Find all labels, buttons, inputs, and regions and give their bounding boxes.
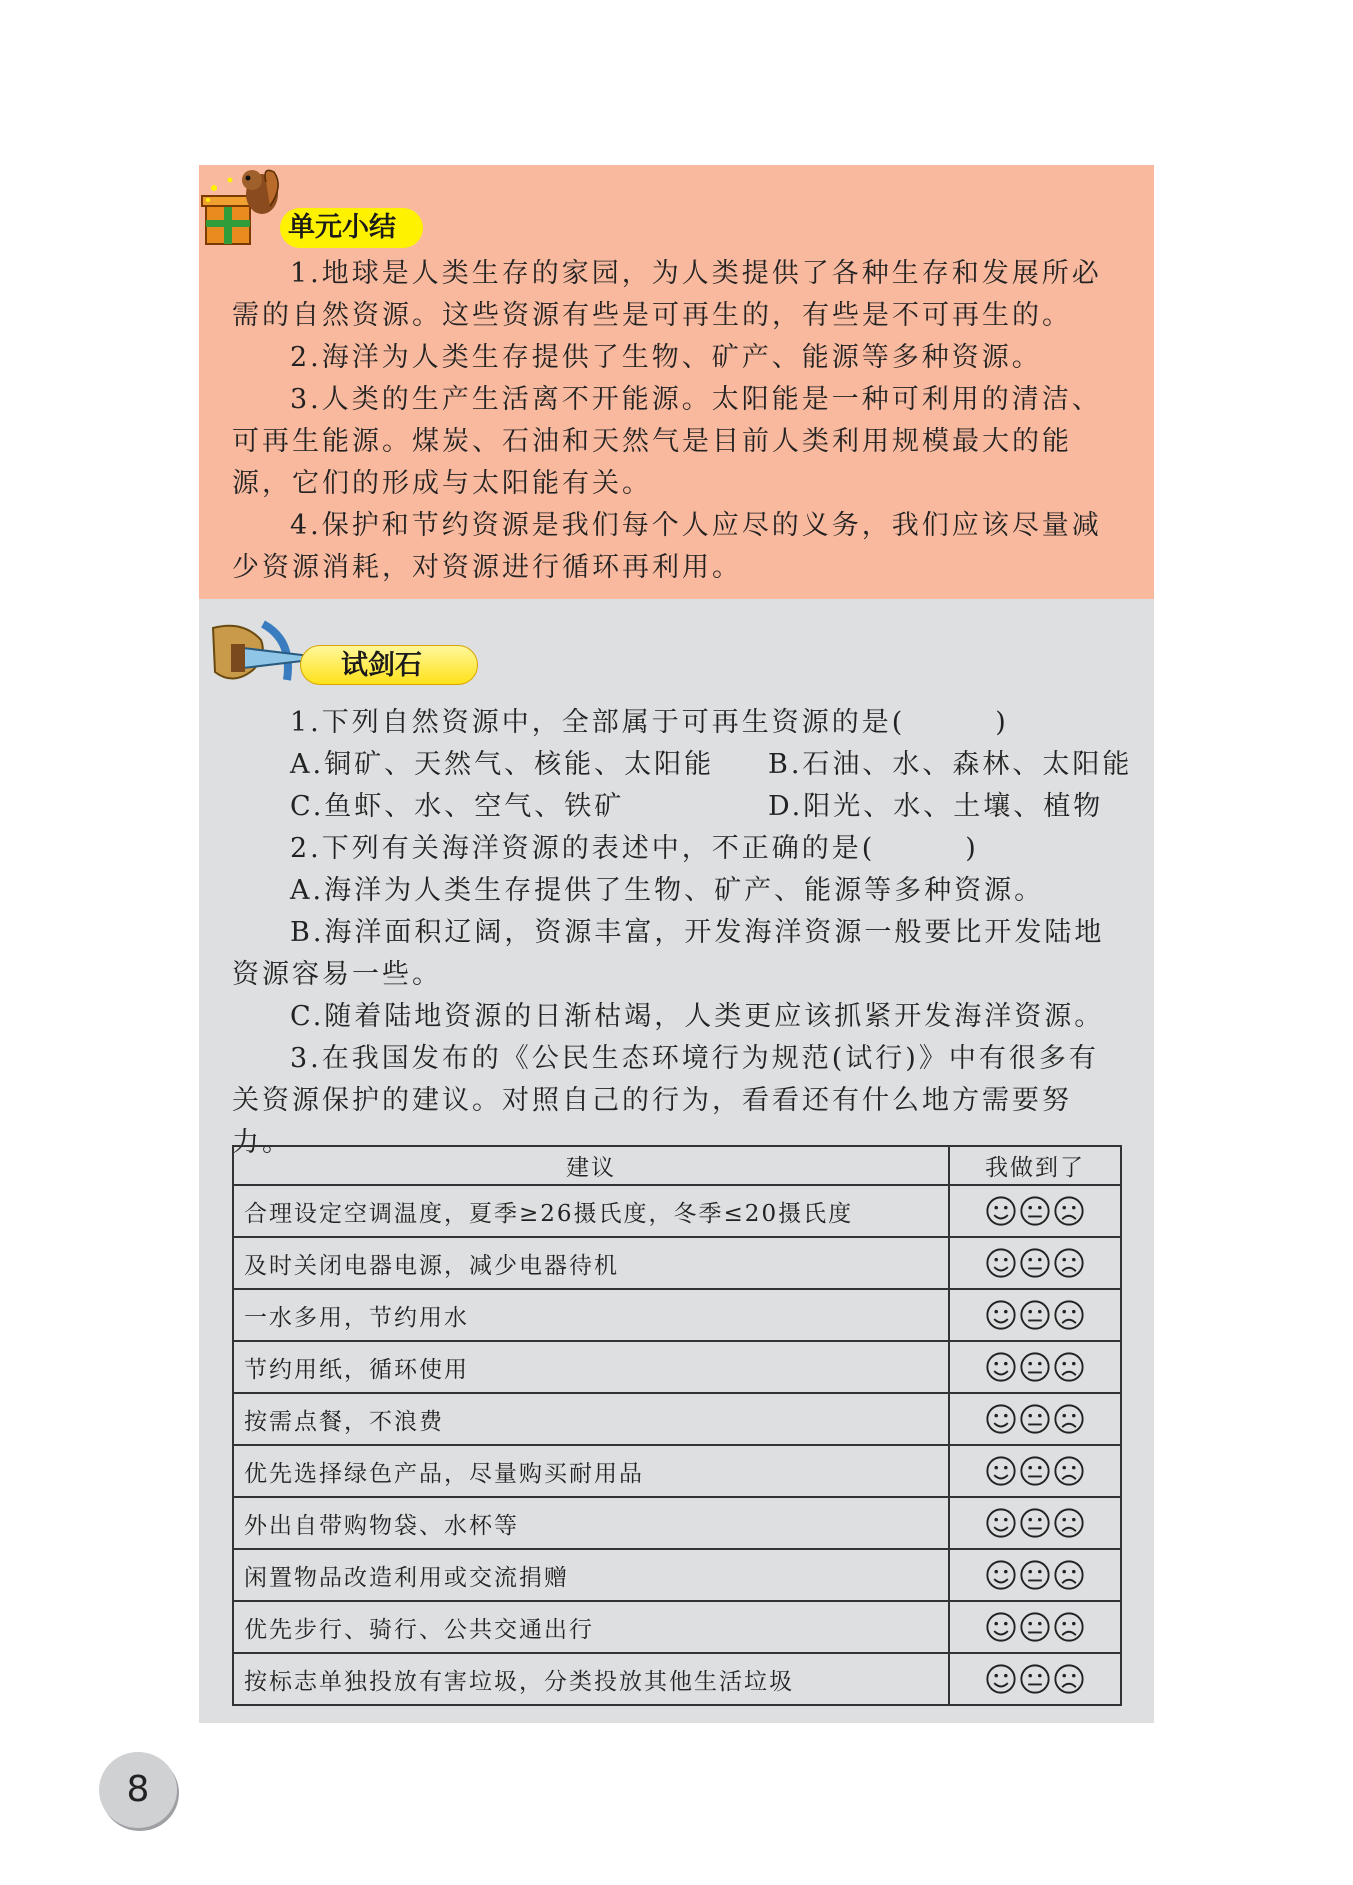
suggestion-table [232,1145,1122,1706]
suggestion-text: 按需点餐，不浪费 [233,1393,949,1445]
neutral-face-icon[interactable] [1020,1509,1050,1535]
happy-face-icon[interactable] [986,1509,1016,1535]
suggestion-text: 外出自带购物袋、水杯等 [233,1497,949,1549]
sad-face-icon[interactable] [1054,1561,1084,1587]
neutral-face-icon[interactable] [1020,1301,1050,1327]
table-row [233,1289,1121,1341]
question-1: 1.下列自然资源中，全部属于可再生资源的是( ) [290,707,1009,738]
neutral-face-icon[interactable] [1020,1353,1050,1379]
table-row [233,1653,1121,1705]
sad-face-icon[interactable] [1054,1405,1084,1431]
table-row [233,1237,1121,1289]
sad-face-icon[interactable] [1054,1249,1084,1275]
suggestion-text: 合理设定空调温度，夏季≥26摄氏度，冬季≤20摄氏度 [233,1185,949,1237]
summary-point-1: 1.地球是人类生存的家园，为人类提供了各种生存和发展所必需的自然资源。这些资源有些是可再生的，有些是不可再生的。 [232,258,1102,331]
sad-face-icon[interactable] [1054,1197,1084,1223]
q1-option-a: A.铜矿、天然气、核能、太阳能 [290,749,715,780]
q1-option-c: C.鱼虾、水、空气、铁矿 [290,791,625,822]
summary-point-2: 2.海洋为人类生存提供了生物、矿产、能源等多种资源。 [290,342,1042,373]
rating-faces [949,1653,1121,1705]
suggestion-text: 一水多用，节约用水 [233,1289,949,1341]
table-row [233,1549,1121,1601]
rating-faces [949,1445,1121,1497]
neutral-face-icon[interactable] [1020,1613,1050,1639]
page-number: 8 [99,1752,177,1828]
table-row [233,1393,1121,1445]
suggestion-text: 优先步行、骑行、公共交通出行 [233,1601,949,1653]
question-3: 3.在我国发布的《公民生态环境行为规范(试行)》中有很多有关资源保护的建议。对照自己的行为，看看还有什么地方需要努力。 [232,1043,1099,1158]
sad-face-icon[interactable] [1054,1457,1084,1483]
summary-point-3: 3.人类的生产生活离不开能源。太阳能是一种可利用的清洁、可再生能源。煤炭、石油和天然气是目前人类利用规模最大的能源，它们的形成与太阳能有关。 [232,384,1102,499]
column-header-done: 我做到了 [949,1146,1121,1185]
q1-option-d: D.阳光、水、土壤、植物 [768,791,1104,822]
squirrel-gift-illustration [200,166,286,252]
q1-option-b: B.石油、水、森林、太阳能 [768,749,1133,780]
rating-faces [949,1185,1121,1237]
q2-option-c: C.随着陆地资源的日渐枯竭，人类更应该抓紧开发海洋资源。 [290,1001,1105,1032]
column-header-suggestion: 建议 [233,1146,949,1185]
happy-face-icon[interactable] [986,1249,1016,1275]
summary-title-badge: 单元小结 [280,208,423,248]
q2-option-b: B.海洋面积辽阔，资源丰富，开发海洋资源一般要比开发陆地资源容易一些。 [232,917,1105,990]
sad-face-icon[interactable] [1054,1301,1084,1327]
rating-faces [949,1341,1121,1393]
rating-faces [949,1549,1121,1601]
neutral-face-icon[interactable] [1020,1197,1050,1223]
table-row [233,1601,1121,1653]
table-row [233,1185,1121,1237]
table-row [233,1445,1121,1497]
practice-title-badge: 试剑石 [300,645,478,685]
sad-face-icon[interactable] [1054,1353,1084,1379]
table-row [233,1497,1121,1549]
suggestion-text: 优先选择绿色产品，尽量购买耐用品 [233,1445,949,1497]
neutral-face-icon[interactable] [1020,1405,1050,1431]
suggestion-text: 及时关闭电器电源，减少电器待机 [233,1237,949,1289]
sad-face-icon[interactable] [1054,1509,1084,1535]
happy-face-icon[interactable] [986,1301,1016,1327]
rating-faces [949,1601,1121,1653]
neutral-face-icon[interactable] [1020,1249,1050,1275]
suggestion-text: 按标志单独投放有害垃圾，分类投放其他生活垃圾 [233,1653,949,1705]
table-row [233,1341,1121,1393]
suggestion-text: 闲置物品改造利用或交流捐赠 [233,1549,949,1601]
question-2: 2.下列有关海洋资源的表述中，不正确的是( ) [290,833,979,864]
neutral-face-icon[interactable] [1020,1457,1050,1483]
happy-face-icon[interactable] [986,1665,1016,1691]
happy-face-icon[interactable] [986,1197,1016,1223]
happy-face-icon[interactable] [986,1353,1016,1379]
summary-point-4: 4.保护和节约资源是我们每个人应尽的义务，我们应该尽量减少资源消耗，对资源进行循环再利用。 [232,510,1102,583]
happy-face-icon[interactable] [986,1561,1016,1587]
happy-face-icon[interactable] [986,1613,1016,1639]
rating-faces [949,1497,1121,1549]
rating-faces [949,1393,1121,1445]
sad-face-icon[interactable] [1054,1613,1084,1639]
suggestion-text: 节约用纸，循环使用 [233,1341,949,1393]
sad-face-icon[interactable] [1054,1665,1084,1691]
rating-faces [949,1237,1121,1289]
rating-faces [949,1289,1121,1341]
happy-face-icon[interactable] [986,1405,1016,1431]
neutral-face-icon[interactable] [1020,1561,1050,1587]
happy-face-icon[interactable] [986,1457,1016,1483]
q2-option-a: A.海洋为人类生存提供了生物、矿产、能源等多种资源。 [290,875,1045,906]
neutral-face-icon[interactable] [1020,1665,1050,1691]
